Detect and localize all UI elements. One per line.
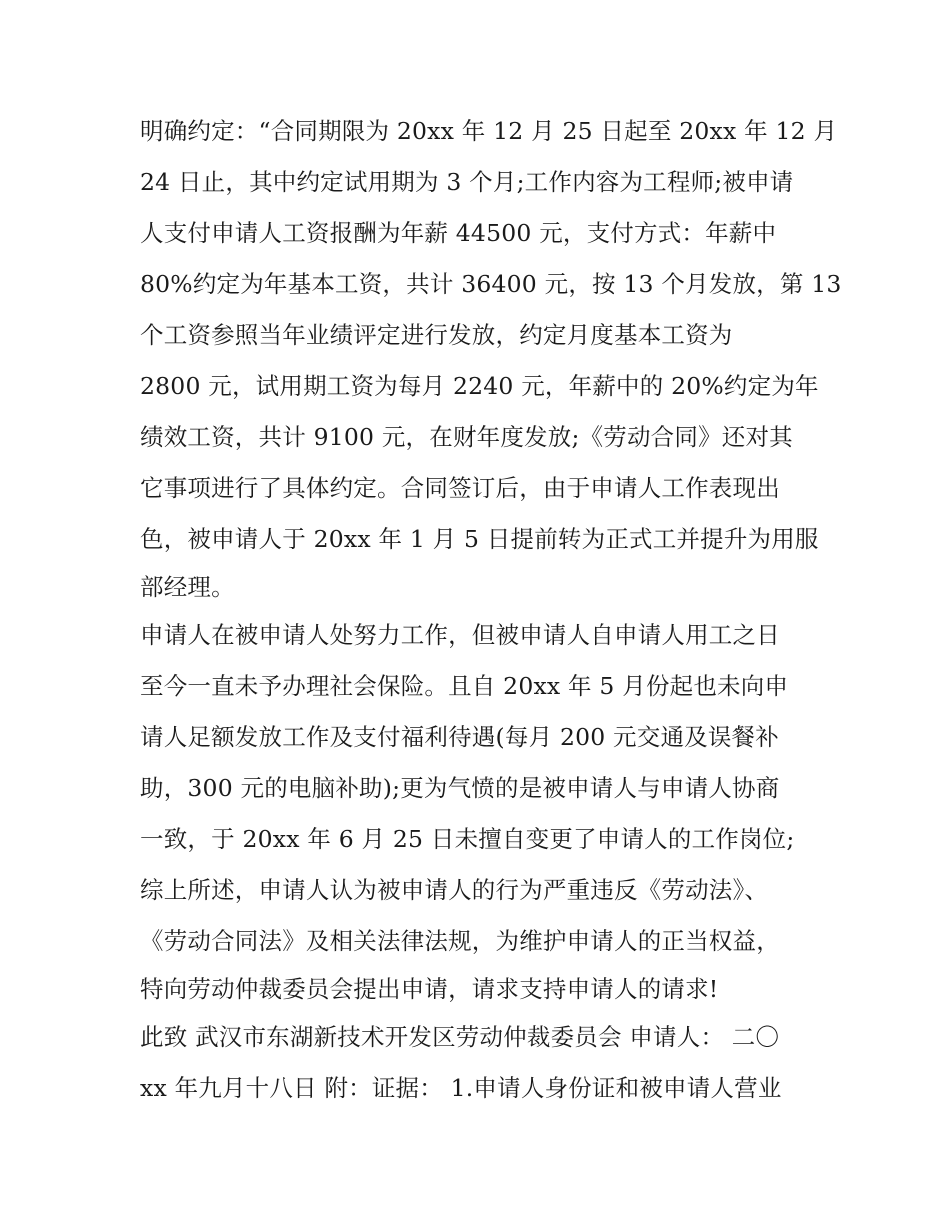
text-line: 24 日止，其中约定试用期为 3 个月;工作内容为工程师;被申请 — [140, 168, 794, 196]
text-line: 助，300 元的电脑补助);更为气愤的是被申请人与申请人协商 — [140, 774, 780, 802]
document-body — [140, 106, 842, 1114]
text-line: 2800 元，试用期工资为每月 2240 元，年薪中的 20%约定为年 — [140, 372, 819, 400]
text-line: 《劳动合同法》及相关法律法规，为维护申请人的正当权益， — [140, 927, 780, 955]
text-line: 一致，于 20xx 年 6 月 25 日未擅自变更了申请人的工作岗位; — [140, 825, 795, 853]
text-line: 人支付申请人工资报酬为年薪 44500 元，支付方式：年薪中 — [140, 219, 777, 247]
text-line: 色，被申请人于 20xx 年 1 月 5 日提前转为正式工并提升为用服 — [140, 525, 819, 553]
text-line: 部经理。 — [140, 573, 235, 601]
text-line: 个工资参照当年业绩评定进行发放，约定月度基本工资为 — [140, 321, 733, 349]
text-line: 特向劳动仲裁委员会提出申请，请求支持申请人的请求! — [140, 975, 719, 1003]
text-line: 80%约定为年基本工资，共计 36400 元，按 13 个月发放，第 13 — [140, 270, 842, 298]
text-line: 至今一直未予办理社会保险。且自 20xx 年 5 月份起也未向申 — [140, 672, 789, 700]
text-line: 它事项进行了具体约定。合同签订后，由于申请人工作表现出 — [140, 474, 780, 502]
text-line: xx 年九月十八日 附：证据： 1.申请人身份证和被申请人营业 — [140, 1074, 782, 1102]
text-line: 此致 武汉市东湖新技术开发区劳动仲裁委员会 申请人： 二〇 — [140, 1023, 780, 1051]
text-line: 明确约定：“合同期限为 20xx 年 12 月 25 日起至 20xx 年 12 月 — [140, 117, 838, 145]
text-line: 综上所述，申请人认为被申请人的行为严重违反《劳动法》、 — [140, 876, 769, 904]
text-line: 请人足额发放工作及支付福利待遇(每月 200 元交通及误餐补 — [140, 723, 779, 751]
text-line: 申请人在被申请人处努力工作，但被申请人自申请人用工之日 — [140, 621, 780, 649]
text-line: 绩效工资，共计 9100 元，在财年度发放;《劳动合同》还对其 — [140, 423, 793, 451]
